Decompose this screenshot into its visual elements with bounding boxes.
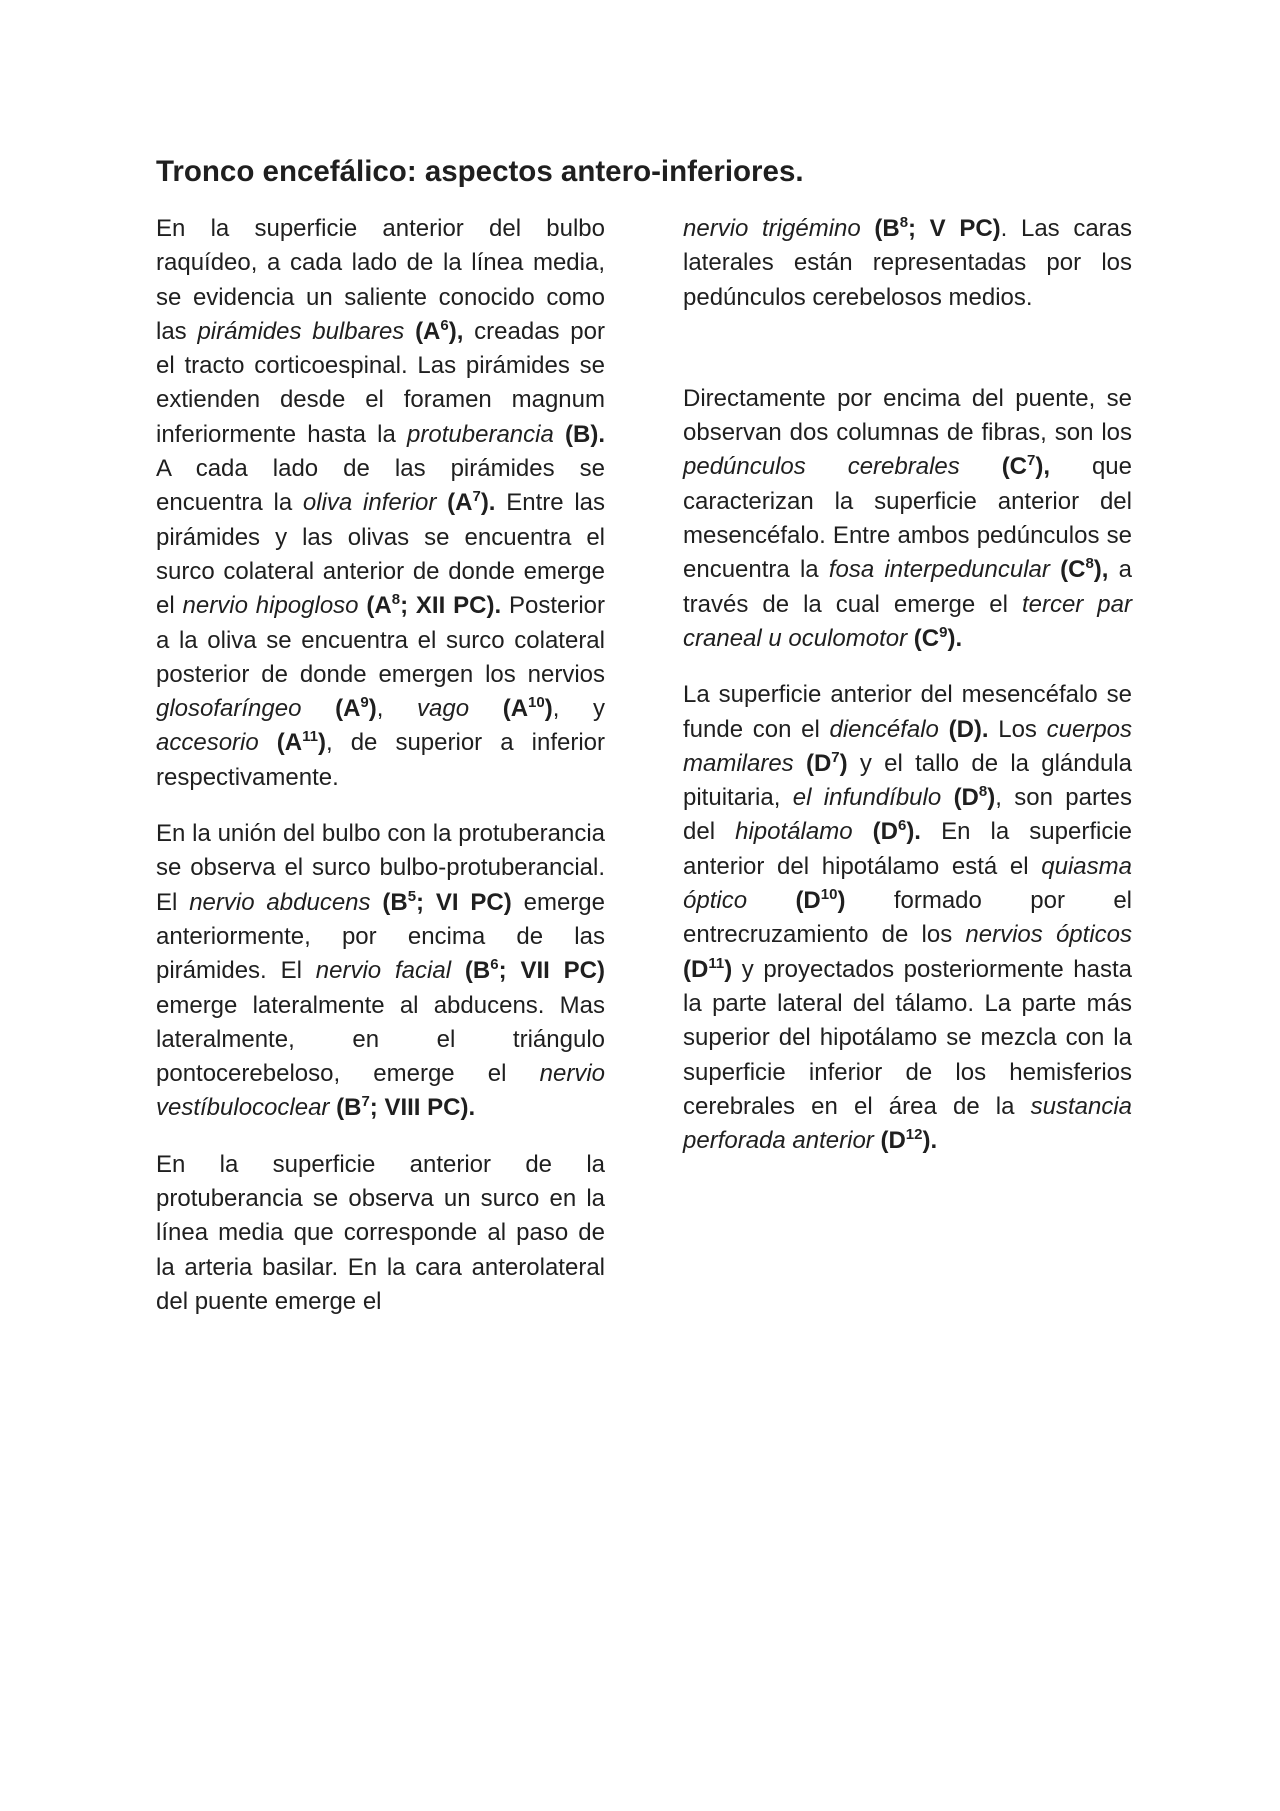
reference-superscript (708, 956, 724, 983)
italic-term: hipotálamo (735, 818, 853, 846)
italic-term: quiasma óptico (683, 852, 1132, 915)
bold-reference: ), (1093, 556, 1109, 584)
italic-term: nervio trigémino (683, 215, 861, 242)
bold-reference: (C (1001, 453, 1028, 481)
bold-reference: (D (872, 818, 898, 846)
bold-reference: ). (947, 624, 963, 652)
paragraph-protuberancia (156, 1148, 605, 1319)
reference-superscript (392, 592, 400, 619)
italic-term: nervio hipogloso (182, 592, 359, 620)
text-run (451, 957, 465, 984)
left-column (156, 212, 605, 1341)
superscript-number: 11 (708, 954, 725, 972)
italic-term: oliva inferior (302, 489, 437, 517)
text-run: En la superficie anterior de la protuberancia se observa un surco en la línea media que corresponde al paso de la arteria basilar. En la cara anterolateral del puente emerge el (156, 1150, 605, 1315)
italic-term: protuberancia (407, 420, 554, 448)
text-run (1050, 556, 1060, 583)
page-title: Tronco encefálico: aspectos antero-inferiores. (156, 155, 804, 188)
text-run (301, 695, 335, 722)
bold-reference: ) (368, 695, 377, 723)
superscript-number: 6 (490, 956, 499, 974)
reference-superscript (821, 887, 838, 914)
superscript-number: 11 (302, 728, 318, 746)
text-run: En la superficie anterior del hipotálamo está el (683, 818, 1132, 880)
bold-reference: ; XII PC). (400, 592, 502, 620)
superscript-number: 10 (528, 694, 545, 712)
reference-superscript (906, 1127, 923, 1154)
bold-reference: (D (880, 1127, 906, 1155)
italic-term: accesorio (156, 729, 259, 757)
italic-term: glosofaríngeo (156, 695, 302, 723)
italic-term: pedúnculos cerebrales (683, 453, 960, 481)
italic-term: nervios ópticos (965, 921, 1132, 949)
reference-superscript (900, 215, 908, 242)
bold-reference: ) (544, 695, 553, 723)
text-run: , (376, 695, 418, 723)
bold-reference: ) (987, 784, 996, 812)
superscript-number: 9 (360, 694, 369, 712)
bold-reference: ), (1035, 453, 1051, 481)
text-run: a través de la cual emerge el (683, 556, 1133, 618)
text-run: La superficie anterior del mesencéfalo se funde con el (683, 681, 1132, 743)
text-run: En la unión del bulbo con la protuberancia se observa el surco bulbo-protuberancial. El (156, 820, 605, 916)
bold-reference: (D (953, 784, 979, 812)
text-run: A cada lado de las pirámides se encuentra la (156, 455, 605, 517)
bold-reference: (C (913, 624, 940, 652)
bold-reference: (A (366, 592, 392, 620)
text-run: formado por el entrecruzamiento de los (683, 887, 1132, 949)
paragraph-surco-bulbo-protuberancial (156, 817, 605, 1126)
superscript-number: 8 (899, 214, 909, 231)
superscript-number: 7 (831, 748, 840, 766)
text-run: que caracterizan la superficie anterior del mesencéfalo. Entre ambos pedúnculos se encuentra la (683, 453, 1132, 584)
paragraph-diencefalo (683, 678, 1132, 1158)
bold-reference: (A (276, 729, 303, 757)
italic-term: cuerpos mamilares (683, 715, 1133, 777)
text-run: Directamente por encima del puente, se observan dos columnas de fibras, son los (683, 384, 1132, 447)
bold-reference: ). (922, 1127, 938, 1155)
superscript-number: 8 (1085, 555, 1094, 573)
reference-superscript (472, 489, 480, 516)
bold-reference: (B). (565, 420, 605, 448)
bold-reference: ) (724, 955, 733, 983)
bold-reference: (D (795, 887, 821, 915)
paragraph-trigemino (683, 212, 1132, 315)
text-run: , de superior a inferior respectivamente. (156, 729, 605, 791)
text-run (747, 887, 795, 914)
superscript-number: 7 (1027, 452, 1036, 470)
text-run: Los (988, 715, 1047, 743)
bold-reference: (B (336, 1094, 362, 1122)
bold-reference: (D (683, 955, 709, 983)
bold-reference: (B (464, 957, 491, 985)
column-gap (683, 337, 1132, 382)
superscript-number: 7 (361, 1093, 370, 1111)
superscript-number: 8 (978, 783, 988, 801)
bold-reference: ; VIII PC). (369, 1094, 476, 1122)
reference-superscript (360, 695, 368, 722)
reference-superscript (440, 318, 448, 345)
bold-reference: ) (839, 749, 848, 777)
italic-term: pirámides bulbares (197, 317, 405, 345)
text-run: Posterior a la oliva se encuentra el surco colateral posterior de donde emergen los nervios (156, 592, 605, 688)
italic-term: sustancia perforada anterior (683, 1092, 1132, 1155)
bold-reference: (D (805, 749, 832, 777)
bold-reference: ; VI PC) (416, 888, 512, 916)
text-run: , y (552, 695, 605, 723)
text-run: creadas por el tracto corticoespinal. Las pirámides se extienden desde el foramen magnum inferiormente hasta la (156, 317, 605, 448)
bold-reference: (B (382, 888, 408, 916)
superscript-number: 10 (820, 886, 838, 904)
bold-reference: ), (448, 317, 464, 345)
paragraph-piramides (156, 212, 605, 795)
italic-term: tercer par craneal u oculomotor (683, 590, 1132, 652)
italic-term: vago (417, 695, 470, 723)
superscript-number: 6 (897, 817, 907, 835)
text-run: y el tallo de la glándula pituitaria, (683, 749, 1133, 812)
bold-reference: (A (335, 695, 361, 723)
reference-superscript (408, 889, 416, 916)
superscript-number: 5 (407, 887, 417, 905)
italic-term: nervio facial (315, 957, 452, 985)
italic-term: nervio abducens (189, 888, 371, 916)
text-run: En la superficie anterior del bulbo raquídeo, a cada lado de la línea media, se evidencia un saliente conocido como las (156, 215, 605, 345)
bold-reference: ; V PC) (908, 215, 1001, 242)
text-run (861, 215, 875, 242)
reference-superscript (302, 729, 318, 756)
text-run (436, 489, 447, 516)
reference-superscript (979, 784, 987, 811)
italic-term: el infundíbulo (792, 784, 942, 812)
italic-term: nervio vestíbulococlear (156, 1060, 605, 1122)
bold-reference: (C (1060, 556, 1086, 584)
text-run (960, 453, 1002, 480)
bold-reference: (A (502, 695, 529, 723)
text-run (939, 716, 949, 743)
superscript-number: 9 (939, 623, 948, 641)
reference-superscript (528, 695, 545, 722)
paragraph-pedunculos (683, 382, 1132, 656)
superscript-number: 7 (472, 488, 481, 506)
italic-term: fosa interpeduncular (828, 556, 1050, 584)
text-run: . Las caras laterales están representadas por los pedúnculos cerebelosos medios. (683, 215, 1133, 311)
text-run (853, 818, 873, 845)
text-run (907, 625, 914, 652)
superscript-number: 12 (905, 1126, 923, 1144)
text-run: Entre las pirámides y las olivas se encuentra el surco colateral anterior de donde emerge el (156, 489, 606, 620)
superscript-number: 8 (391, 591, 401, 609)
right-column (683, 212, 1132, 1180)
text-run: y proyectados posteriormente hasta la parte lateral del tálamo. La parte más superior del hipotálamo se mezcla con la superficie inferior de los hemisferios cerebrales en el área de la (683, 955, 1132, 1120)
text-run (404, 318, 415, 345)
bold-reference: (A (415, 317, 441, 345)
bold-reference: (A (447, 489, 473, 517)
reference-superscript (361, 1094, 369, 1121)
bold-reference: ; VII PC) (498, 957, 605, 985)
bold-reference: ). (480, 489, 496, 517)
text-run: , son partes del (683, 784, 1132, 846)
text-run (469, 695, 503, 722)
text-run (554, 421, 565, 448)
bold-reference: (D). (948, 715, 989, 743)
reference-superscript (831, 750, 839, 777)
bold-reference: (B (874, 215, 900, 242)
text-run (371, 889, 383, 916)
italic-term: diencéfalo (829, 715, 939, 743)
bold-reference: ) (837, 887, 846, 915)
reference-superscript (1085, 556, 1093, 583)
text-run: emerge anteriormente, por encima de las pirámides. El (156, 888, 605, 985)
text-run (794, 750, 806, 777)
bold-reference: ) (317, 729, 326, 757)
text-run: emerge lateralmente al abducens. Mas lateralmente, en el triángulo pontocerebeloso, emerge el (156, 991, 605, 1088)
bold-reference: ). (906, 818, 921, 846)
text-run (941, 784, 953, 811)
reference-superscript (490, 957, 498, 984)
superscript-number: 6 (440, 316, 449, 334)
text-run (259, 729, 277, 756)
